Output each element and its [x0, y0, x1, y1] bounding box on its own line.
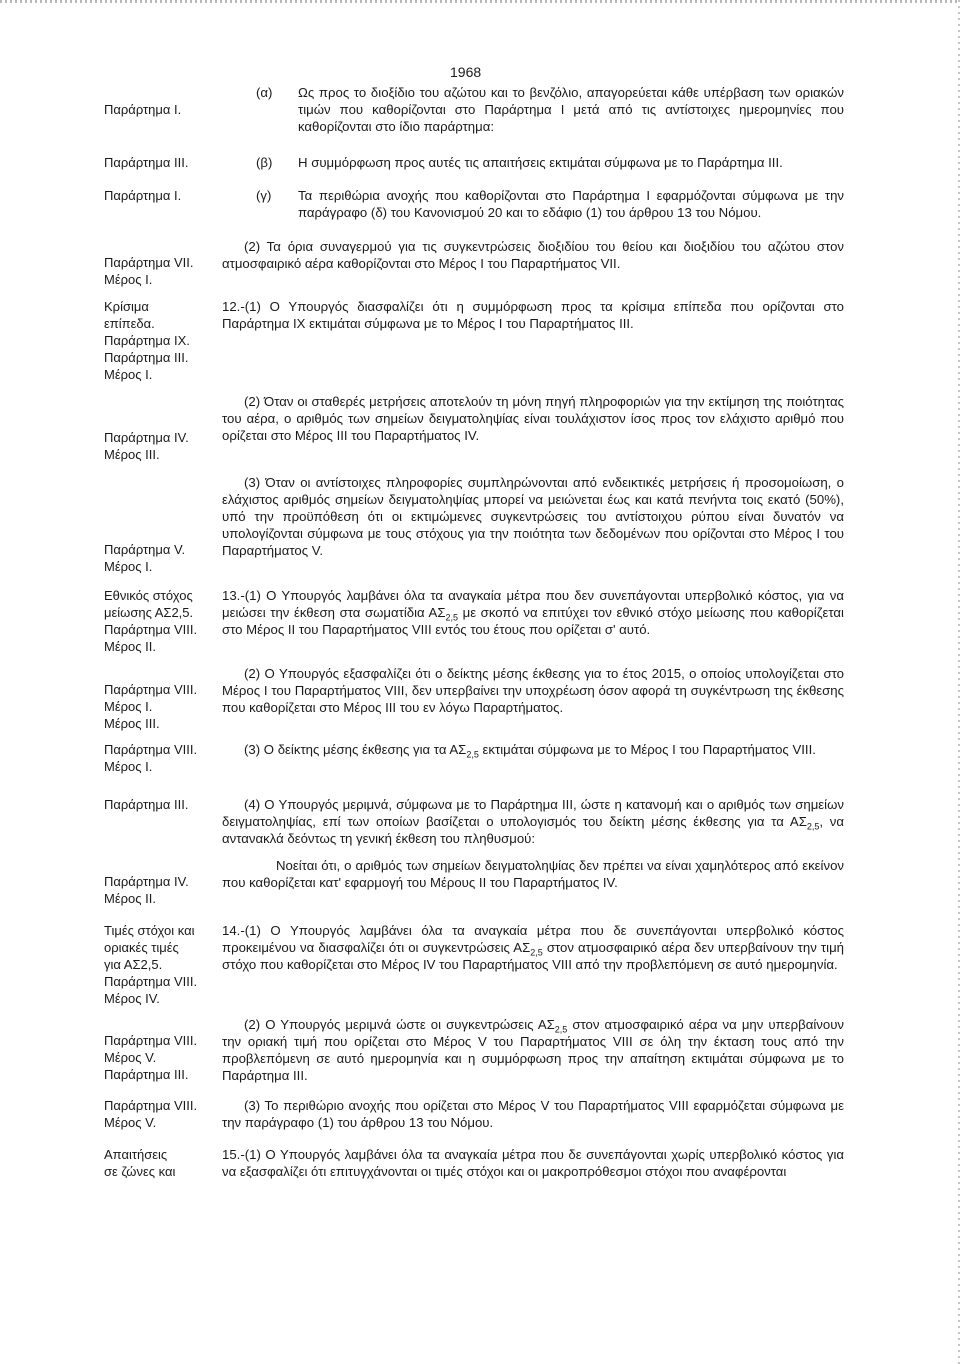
paragraph-14-1: 14.-(1) Ο Υπουργός λαμβάνει όλα τα αναγκαία μέτρα που δε συνεπάγονται υπερβολικό κόστος προκειμένου να διασφαλίζει ότι οι συγκεντρώσεις $A\Sigma_{2,5}$ στον ατμοσφαιρικό αέρα δεν υπερβαίνουν την τιμή στόχο που καθορίζεται στο Μέρος IV του Παραρτήματος VIII από την προβλεπόμενη σε αυτό ημερομηνία. [222, 923, 844, 972]
margin-note: Παράρτημα IV. Μέρος ΙΙ. [104, 874, 189, 906]
paragraph-11-2: (2) Τα όρια συναγερμού για τις συγκεντρώσεις διοξιδίου του θείου και διοξιδίου του αζώτου στον ατμοσφαιρικό αέρα καθορίζονται στο Μέρος Ι του Παραρτήματος VII. [222, 239, 844, 271]
margin-note: Παράρτημα Ι. [104, 102, 182, 117]
paragraph-15-1: 15.-(1) Ο Υπουργός λαμβάνει όλα τα αναγκαία μέτρα που δε συνεπάγονται χωρίς υπερβολικό κόστος για να εξασφαλίζει ότι επιτυγχάνονται οι τιμές στόχοι και οι μακροπρόθεσμοι στόχοι που αναφέρονται [222, 1147, 844, 1179]
margin-note: Τιμές στόχοι και οριακές τιμές για ΑΣ2,5. Παράρτημα VIII. Μέρος IV. [104, 923, 198, 1006]
margin-note: Απαιτήσεις σε ζώνες και [104, 1147, 176, 1179]
paragraph-14-2: (2) Ο Υπουργός μεριμνά ώστε οι συγκεντρώσεις $A\Sigma_{2,5}$ στον ατμοσφαιρικό αέρα να μην υπερβαίνουν την οριακή τιμή που ορίζεται στο Μέρος V του Παραρτήματος VIII σε όλη την έκταση τους από την προβλεπόμενη σε αυτό ημερομηνία και η συμμόρφωση προς την απαίτηση εκτιμάται σύμφωνα με το Παράρτημα ΙΙΙ. [222, 1017, 844, 1083]
margin-note: Παράρτημα VIII. Μέρος V. Παράρτημα ΙΙΙ. [104, 1033, 198, 1082]
margin-note: Παράρτημα IV. Μέρος ΙΙΙ. [104, 430, 189, 462]
item-mark-b: (β) [256, 155, 273, 170]
paragraph-13-2: (2) Ο Υπουργός εξασφαλίζει ότι ο δείκτης μέσης έκθεσης για το έτος 2015, ο οποίος υπολογίζεται στο Μέρος Ι του Παραρτήματος VIII, δεν υπερβαίνει την υποχρέωση όσον αφορά τη συγκέντρωση της έκθεσης που καθορίζεται στο Μέρος ΙΙΙ του εν λόγω Παραρτήματος. [222, 666, 844, 715]
item-a-text: Ως προς το διοξίδιο του αζώτου και το βενζόλιο, απαγορεύεται κάθε υπέρβαση των οριακών τιμών που καθορίζονται στο Παράρτημα Ι μετά από τις αντίστοιχες ημερομηνίες που καθορίζονται στο ίδιο παράρτημα: [298, 85, 844, 134]
item-mark-c: (γ) [256, 188, 272, 203]
paragraph-12-1: 12.-(1) Ο Υπουργός διασφαλίζει ότι η συμμόρφωση προς τα κρίσιμα επίπεδα που ορίζονται στο Παράρτημα ΙΧ εκτιμάται σύμφωνα με το Μέρος Ι του Παραρτήματος ΙΙΙ. [222, 299, 844, 331]
item-b-text: Η συμμόρφωση προς αυτές τις απαιτήσεις εκτιμάται σύμφωνα με το Παράρτημα ΙΙΙ. [298, 155, 783, 170]
item-mark-a: (α) [256, 85, 273, 100]
scan-edge-top [0, 0, 960, 3]
page-number: 1968 [450, 64, 482, 80]
paragraph-12-2: (2) Όταν οι σταθερές μετρήσεις αποτελούν τη μόνη πηγή πληροφοριών για την εκτίμηση της ποιότητας του αέρα, ο αριθμός των σημείων δειγματοληψίας είναι τουλάχιστον ίσος προς τον ελάχιστο αριθμό που ορίζεται στο Μέρος ΙΙΙ του Παραρτήματος IV. [222, 394, 844, 443]
paragraph-12-3: (3) Όταν οι αντίστοιχες πληροφορίες συμπληρώνονται από ενδεικτικές μετρήσεις ή προσομοίωση, ο ελάχιστος αριθμός σημείων δειγματοληψίας μπορεί να μειώνεται έως και κατά πενήντα τοις εκατό (50%), υπό την προϋπόθεση ότι οι εκτιμώμενες συγκεντρώσεις του αντίστοιχου ρύπου είναι δυνατόν να υπολογίζονται σύμφωνα με τους στόχους για την ποιότητα των δεδομένων που ορίζονται στο Μέρος Ι του Παραρτήματος V. [222, 475, 844, 558]
margin-note: Κρίσιμα επίπεδα. Παράρτημα ΙΧ. Παράρτημα ΙΙΙ. Μέρος Ι. [104, 299, 190, 382]
item-c-text: Τα περιθώρια ανοχής που καθορίζονται στο Παράρτημα Ι εφαρμόζονται σύμφωνα με την παράγραφο (δ) του Κανονισμού 20 και το εδάφιο (1) του άρθρου 13 του Νόμου. [298, 188, 844, 220]
margin-note: Παράρτημα VIII. Μέρος Ι. [104, 742, 198, 774]
paragraph-14-3: (3) Το περιθώριο ανοχής που ορίζεται στο Μέρος V του Παραρτήματος VIII εφαρμόζεται σύμφωνα με την παράγραφο (1) του άρθρου 13 του Νόμου. [222, 1098, 844, 1130]
paragraph-13-4-proviso: Νοείται ότι, ο αριθμός των σημείων δειγματοληψίας δεν πρέπει να είναι χαμηλότερος από εκείνον που καθορίζεται κατ' εφαρμογή του Μέρους ΙΙ του Παραρτήματος IV. [222, 858, 844, 890]
margin-note: Εθνικός στόχος μείωσης ΑΣ2,5. Παράρτημα VIII. Μέρος ΙΙ. [104, 588, 198, 654]
margin-note: Παράρτημα ΙΙΙ. [104, 155, 189, 170]
paragraph-13-4: (4) Ο Υπουργός μεριμνά, σύμφωνα με το Παράρτημα ΙΙΙ, ώστε η κατανομή και ο αριθμός των σημείων δειγματοληψίας, επί των οποίων βασίζεται ο υπολογισμός του δείκτη μέσης έκθεσης για τα $A\Sigma_{2,5}$, να αντανακλά δεόντως τη γενική έκθεση του πληθυσμού: [222, 797, 845, 846]
paragraph-13-3: (3) Ο δείκτης μέσης έκθεσης για τα $A\Sigma_{2,5}$ εκτιμάται σύμφωνα με το Μέρος Ι του Παραρτήματος VIII. [244, 742, 816, 760]
margin-note: Παράρτημα Ι. [104, 188, 182, 203]
margin-note: Παράρτημα VIII. Μέρος V. [104, 1098, 198, 1130]
margin-note: Παράρτημα VII. Μέρος Ι. [104, 255, 194, 287]
paragraph-13-1: 13.-(1) Ο Υπουργός λαμβάνει όλα τα αναγκαία μέτρα που δεν συνεπάγονται υπερβολικό κόστος, για να μειώσει την έκθεση στα σωματίδια $A\Sigma_{2,5}$ με σκοπό να επιτύχει τον εθνικό στόχο μείωσης που καθορίζεται στο Μέρος ΙΙ του Παραρτήματος VIII εντός του έτους που ορίζεται σ' αυτό. [222, 588, 844, 637]
margin-note: Παράρτημα VIII. Μέρος Ι. Μέρος ΙΙΙ. [104, 682, 198, 731]
margin-note: Παράρτημα V. Μέρος Ι. [104, 542, 186, 574]
margin-note: Παράρτημα ΙΙΙ. [104, 797, 189, 812]
